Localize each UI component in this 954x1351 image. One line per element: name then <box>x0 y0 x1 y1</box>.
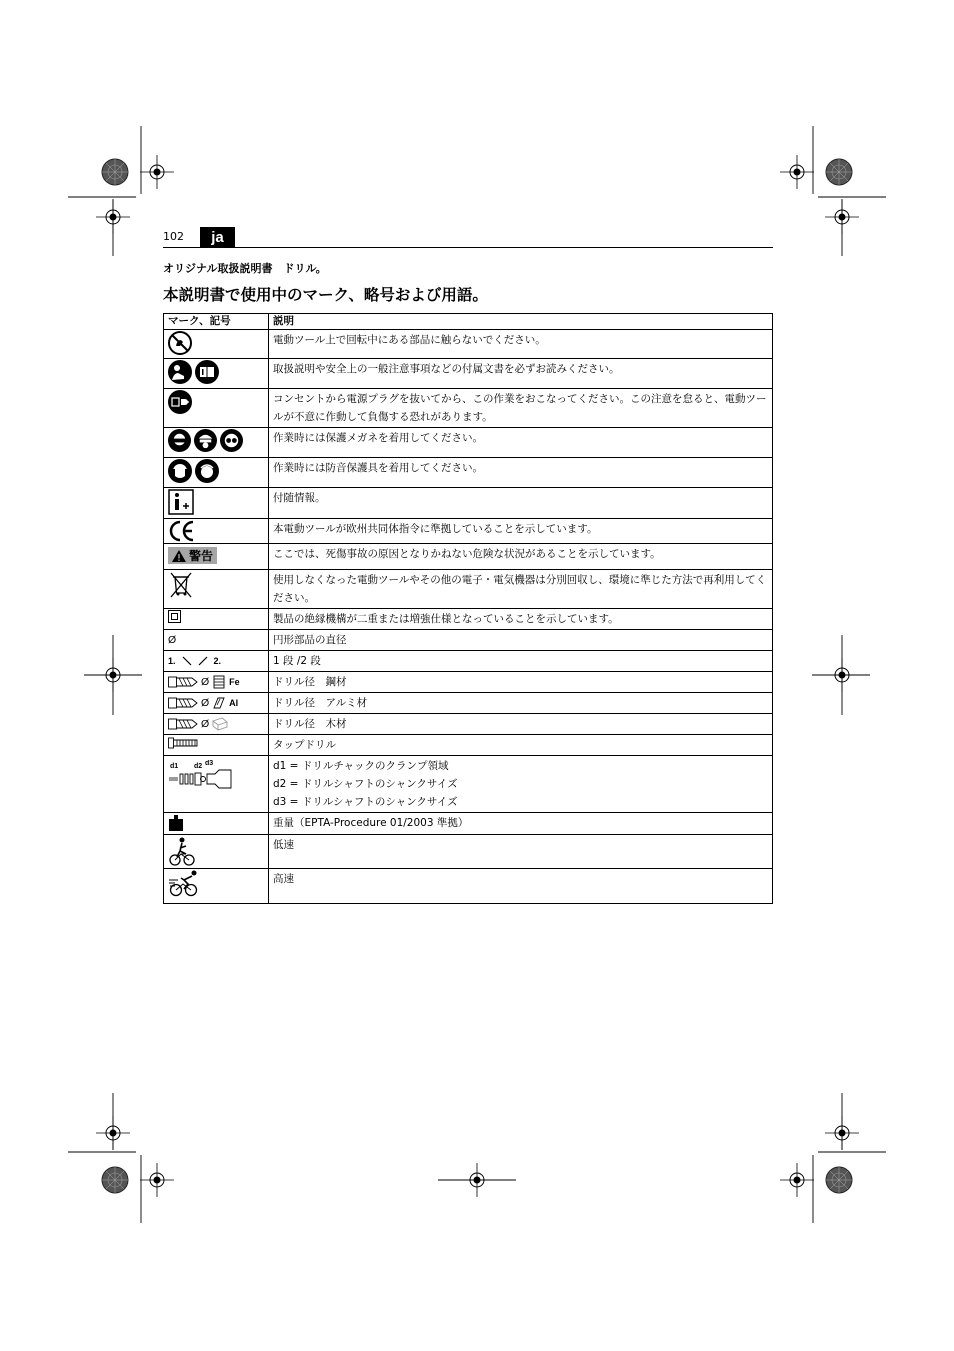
row-description: 製品の絶縁機構が二重または増強仕様となっていることを示しています。 <box>269 608 773 629</box>
row-description: コンセントから電源プラグを抜いてから、この作業をおこなってください。この注意を怠ると、電動ツールが不意に作動して負傷する恐れがあります。 <box>269 389 773 428</box>
do-not-touch-rotating-parts-icon <box>168 331 192 355</box>
ear-protection-icon <box>168 459 192 483</box>
aluminium-label: Al <box>229 697 239 708</box>
row-description: 取扱説明や安全上の一般注意事項などの付属文書を必ずお読みください。 <box>269 359 773 389</box>
info-icon <box>168 489 194 515</box>
row-description: 電動ツール上で回転中にある部品に触らないでください。 <box>269 330 773 359</box>
row-description: 低速 <box>269 834 773 868</box>
drill-bit-icon <box>168 696 198 710</box>
row-description: 付随情報。 <box>269 488 773 519</box>
doc-title: オリジナル取扱説明書 ドリル。 <box>163 262 327 275</box>
language-badge: ja <box>200 227 235 247</box>
row-description: 作業時には保護メガネを着用してください。 <box>269 428 773 458</box>
table-row <box>164 868 773 903</box>
table-row <box>164 544 773 570</box>
symbols-table <box>163 313 773 904</box>
gear-2-icon <box>198 656 208 666</box>
face-shield-icon <box>194 429 217 452</box>
row-description: 高速 <box>269 868 773 903</box>
table-row <box>164 755 773 812</box>
gear-2-label: 2. <box>213 655 222 666</box>
diameter-symbol: Ø <box>201 717 210 730</box>
read-instructions-icon <box>168 360 192 384</box>
drill-bit-icon <box>168 675 198 689</box>
d1-description: d1 = ドリルチャックのクランプ領域 <box>273 759 449 772</box>
table-row <box>164 629 773 650</box>
double-insulation-icon <box>168 610 181 623</box>
section-title: 本説明書で使用中のマーク、略号および用語。 <box>163 286 488 304</box>
unplug-icon <box>168 390 192 414</box>
table-row <box>164 713 773 734</box>
table-header-row <box>164 314 773 330</box>
row-description: ここでは、死傷事故の原因となりかねない危険な状況があることを示しています。 <box>269 544 773 570</box>
table-row <box>164 359 773 389</box>
tap-drill-icon <box>168 736 198 750</box>
page-header <box>163 226 773 248</box>
diameter-symbol: Ø <box>164 629 269 650</box>
table-row <box>164 428 773 458</box>
table-row <box>164 650 773 671</box>
weee-crossed-bin-icon <box>168 571 194 599</box>
table-row <box>164 569 773 608</box>
row-description: ドリル径 木材 <box>269 713 773 734</box>
column-header-mark: マーク、記号 <box>164 314 269 330</box>
d2-description: d2 = ドリルシャフトのシャンクサイズ <box>273 777 458 790</box>
d1-label: d1 <box>170 762 179 770</box>
goggles-icon <box>220 429 243 452</box>
table-row <box>164 812 773 834</box>
ce-mark-icon <box>168 520 196 542</box>
chuck-dimensions-icon <box>168 760 232 790</box>
table-row <box>164 488 773 519</box>
gear-1-label: 1. <box>168 655 176 666</box>
table-row <box>164 330 773 359</box>
manual-book-icon <box>195 360 219 384</box>
table-row <box>164 834 773 868</box>
row-description: ドリル径 アルミ材 <box>269 692 773 713</box>
d3-description: d3 = ドリルシャフトのシャンクサイズ <box>273 795 458 808</box>
d2-label: d2 <box>194 762 203 770</box>
column-header-description: 説明 <box>269 314 773 330</box>
steel-material-icon <box>212 675 226 689</box>
row-description: 重量（EPTA-Procedure 01/2003 準拠） <box>269 812 773 834</box>
d3-label: d3 <box>205 759 214 767</box>
low-speed-bicycle-icon <box>168 836 196 866</box>
row-description: 1 段 /2 段 <box>269 650 773 671</box>
table-row <box>164 671 773 692</box>
table-row <box>164 608 773 629</box>
aluminium-material-icon <box>212 696 226 710</box>
row-description: 使用しなくなった電動ツールやその他の電子・電気機器は分別回収し、環境に準じた方法で再利用してください。 <box>269 569 773 608</box>
row-description: タップドリル <box>269 734 773 755</box>
table-row <box>164 458 773 488</box>
table-row <box>164 389 773 428</box>
weight-icon <box>168 814 184 832</box>
diameter-symbol: Ø <box>201 675 210 688</box>
wood-material-icon <box>212 717 228 731</box>
safety-glasses-icon <box>168 429 191 452</box>
row-description: 作業時には防音保護具を着用してください。 <box>269 458 773 488</box>
warning-label: 警告 <box>189 548 214 563</box>
warning-badge <box>168 547 217 564</box>
diameter-symbol: Ø <box>201 696 210 709</box>
table-row <box>164 692 773 713</box>
ear-muffs-icon <box>195 459 219 483</box>
table-row <box>164 734 773 755</box>
warning-triangle-icon <box>172 550 186 562</box>
high-speed-bicycle-icon <box>168 870 200 898</box>
gear-1-icon <box>182 656 192 666</box>
drill-bit-icon <box>168 717 198 731</box>
steel-label: Fe <box>229 676 240 687</box>
row-description: ドリル径 鋼材 <box>269 671 773 692</box>
page-number: 102 <box>163 230 184 243</box>
row-description: 本電動ツールが欧州共同体指令に準拠していることを示しています。 <box>269 519 773 544</box>
row-description: 円形部品の直径 <box>269 629 773 650</box>
table-row <box>164 519 773 544</box>
